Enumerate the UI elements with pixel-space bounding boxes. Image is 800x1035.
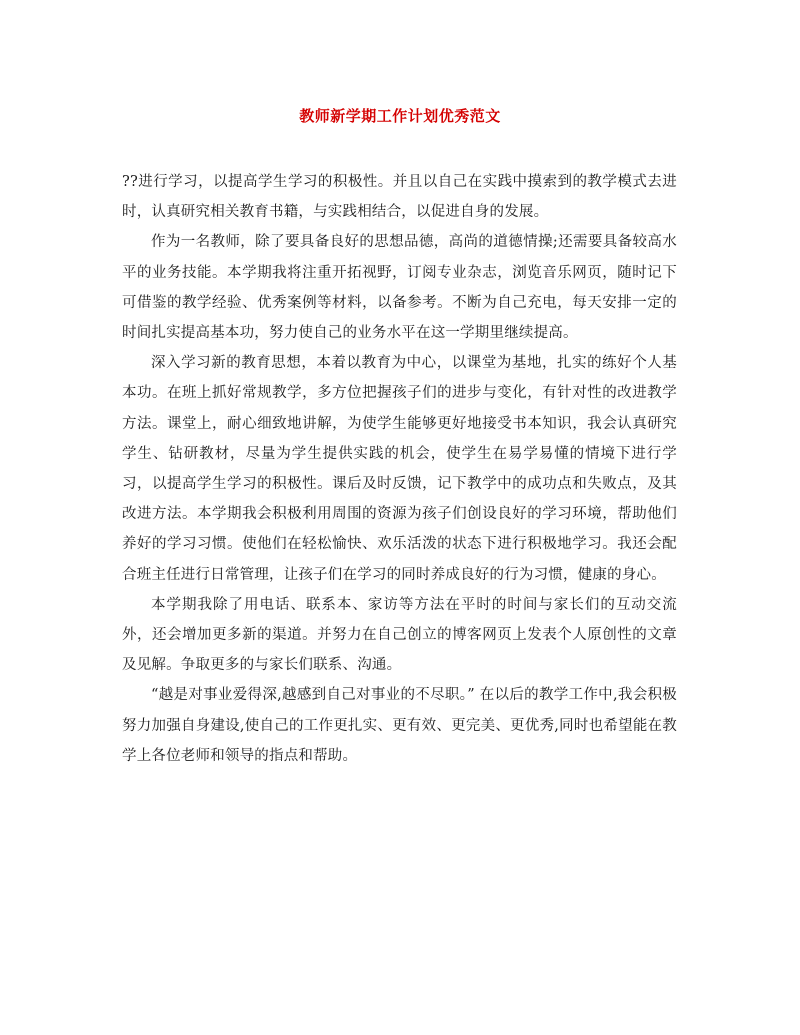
paragraph-2: 作为一名教师，除了要具备良好的思想品德，高尚的道德情操;还需要具备较高水平的业务技能。本学期我将注重开拓视野，订阅专业杂志，浏览音乐网页，随时记下可借鉴的教学经验、优秀案例等材料，以备参考。不断为自己充电，每天安排一定的时间扎实提高基本功，努力使自己的业务水平在这一学期里继续提高。 [122,234,677,342]
document-body [122,167,677,771]
paragraph-1: ??进行学习，以提高学生学习的积极性。并且以自己在实践中摸索到的教学模式去进时，认真研究相关教育书籍，与实践相结合，以促进自身的发展。 [122,174,677,221]
paragraph-3: 深入学习新的教育思想，本着以教育为中心，以课堂为基地，扎实的练好个人基本功。在班上抓好常规教学，多方位把握孩子们的进步与变化，有针对性的改进教学方法。课堂上，耐心细致地讲解，为使学生能够更好地接受书本知识，我会认真研究学生、钻研教材，尽量为学生提供实践的机会，使学生在易学易懂的情境下进行学习，以提高学生学习的积极性。课后及时反馈，记下教学中的成功点和失败点，及其改进方法。本学期我会积极利用周围的资源为孩子们创设良好的学习环境，帮助他们养好的学习习惯。使他们在轻松愉快、欢乐活泼的状态下进行积极地学习。我还会配合班主任进行日常管理，让孩子们在学习的同时养成良好的行为习惯，健康的身心。 [122,355,677,583]
paragraph-5: “越是对事业爱得深,越感到自己对事业的不尽职。” 在以后的教学工作中,我会积极努力加强自身建设,使自己的工作更扎实、更有效、更完美、更优秀,同时也希望能在教学上各位老师和领导的指点和帮助。 [122,687,677,764]
paragraph-4: 本学期我除了用电话、联系本、家访等方法在平时的时间与家长们的互动交流外，还会增加更多新的渠道。并努力在自己创立的博客网页上发表个人原创性的文章及见解。争取更多的与家长们联系、沟通。 [122,596,677,674]
document-title: 教师新学期工作计划优秀范文 [299,107,501,125]
